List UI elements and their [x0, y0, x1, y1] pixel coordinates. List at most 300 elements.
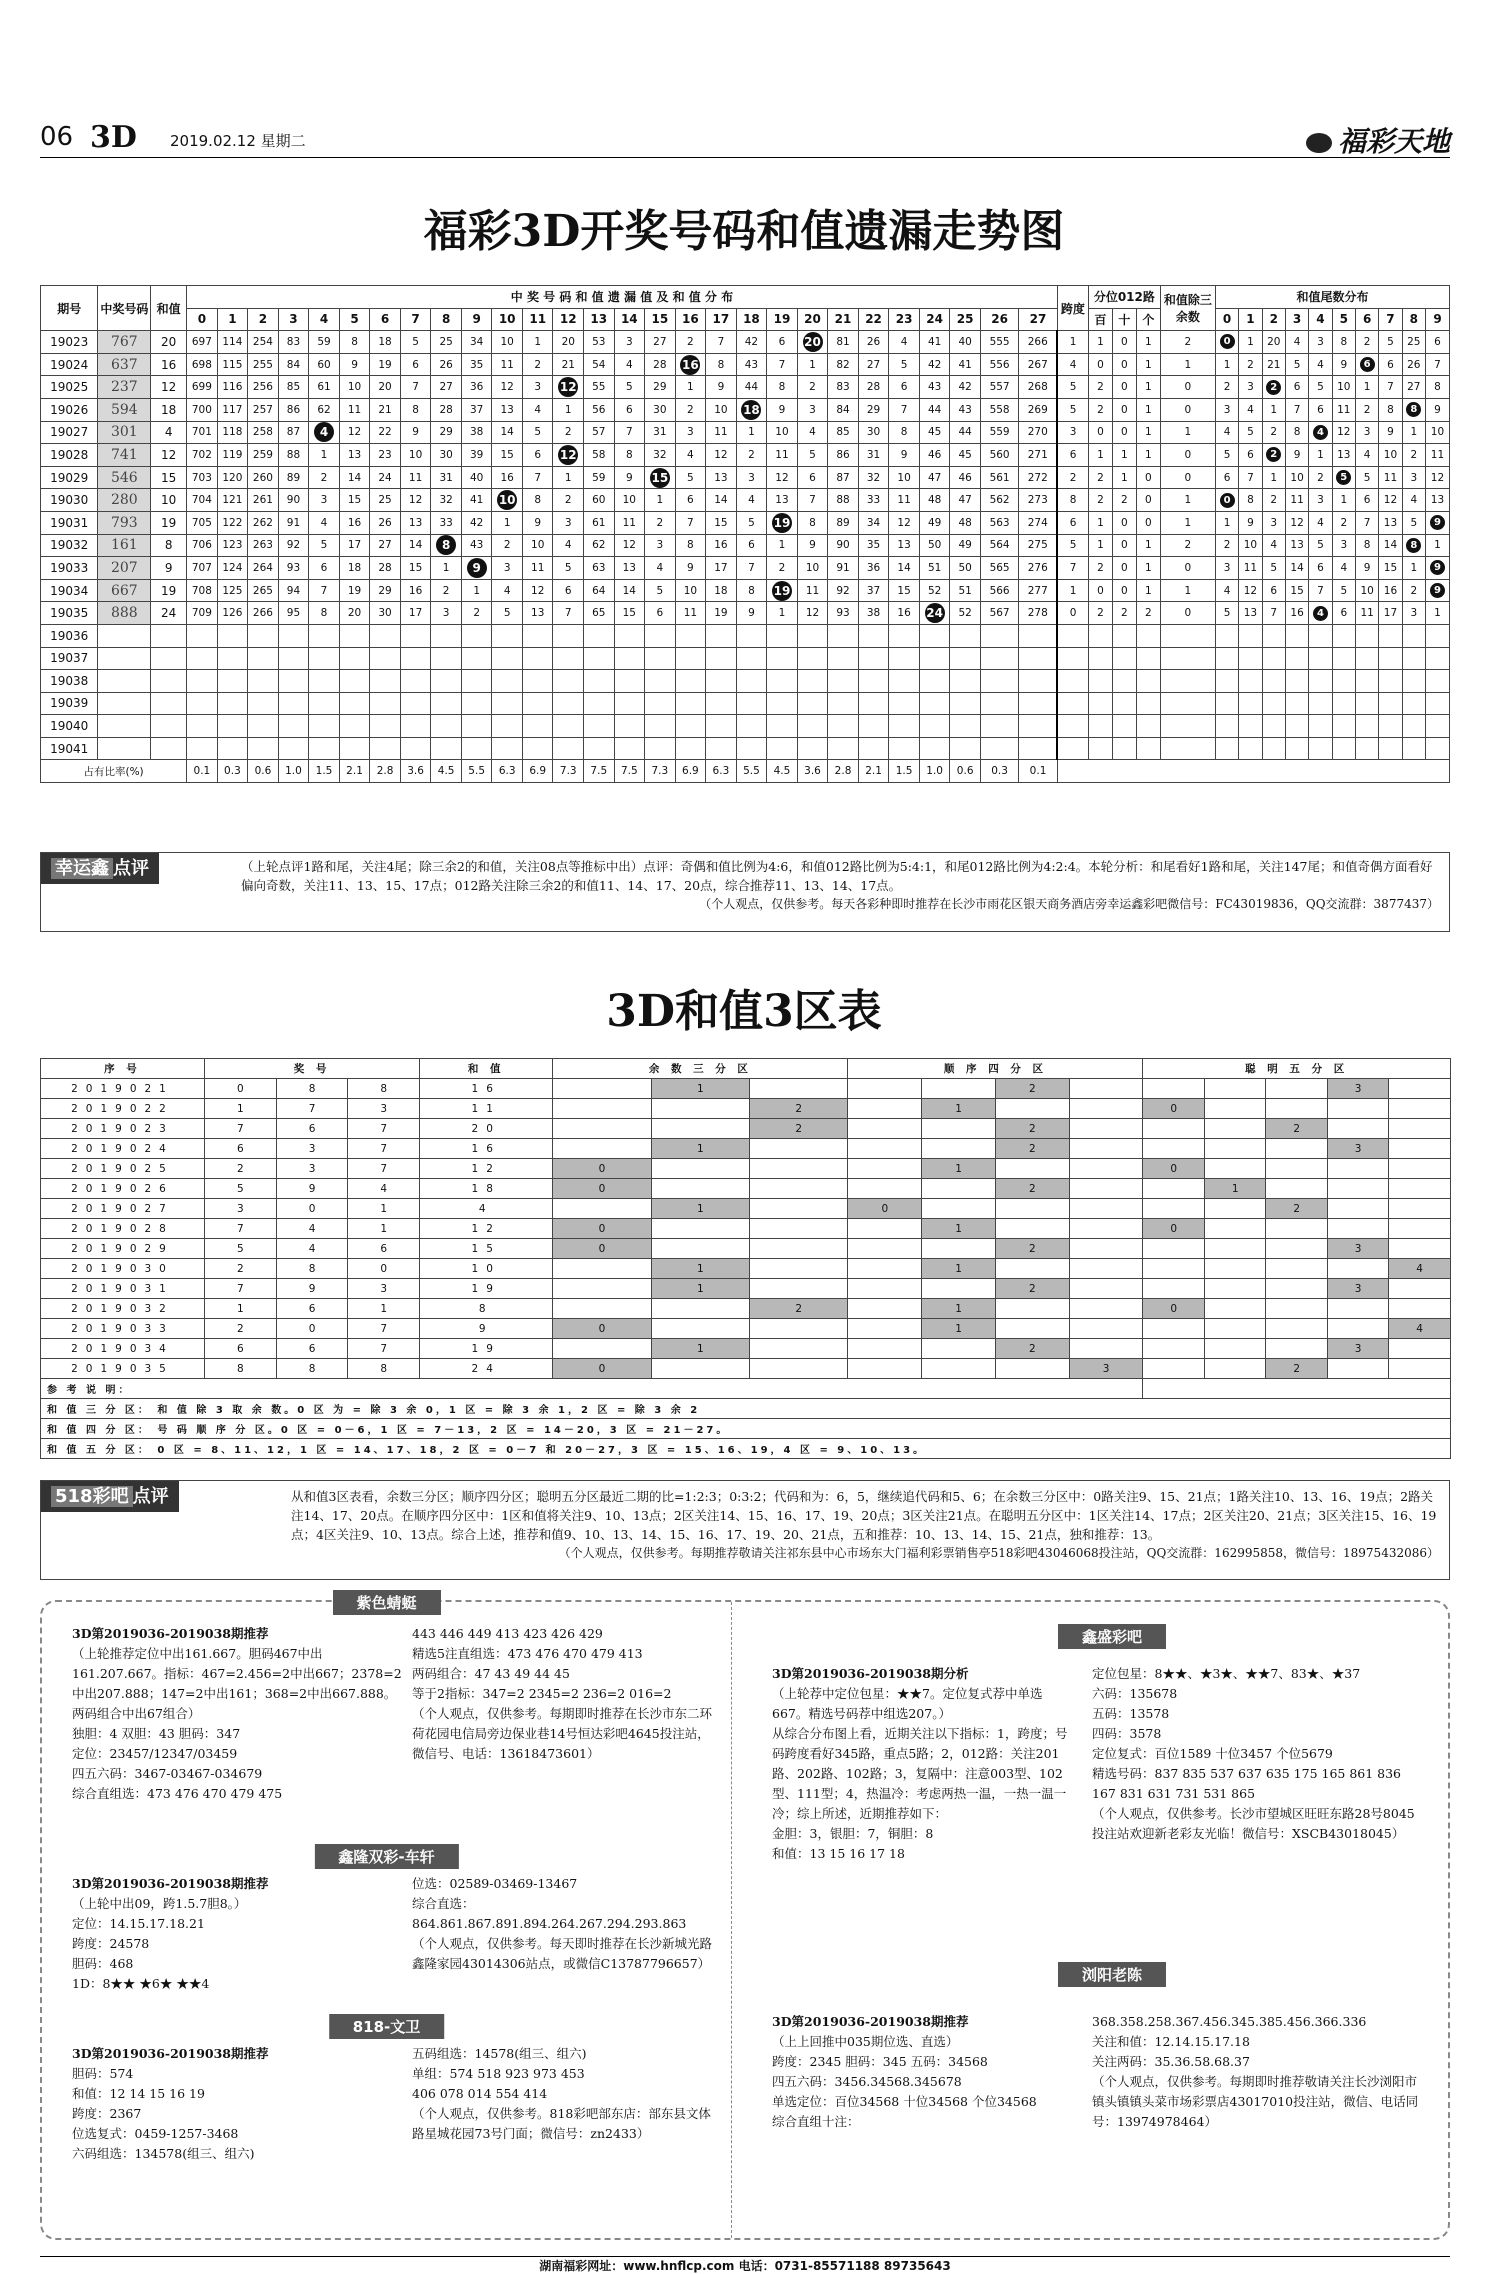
omission-cell: 8 [706, 353, 737, 376]
omission-cell: 84 [828, 398, 859, 421]
col-issue-header: 期号 [41, 286, 98, 331]
tail-cell: 1 [1402, 557, 1425, 580]
sum-cell: 4 [420, 1199, 553, 1219]
zone-cell [1143, 1139, 1204, 1159]
table-row [41, 579, 1450, 602]
hit-ball: 12 [558, 377, 578, 397]
omission-cell [309, 692, 340, 715]
omission-cell [767, 692, 798, 715]
tail-cell [1215, 624, 1238, 647]
zone-cell: 1 [651, 1139, 749, 1159]
omission-cell: 34 [858, 511, 889, 534]
table-row [41, 444, 1450, 467]
route-cell: 0 [1112, 398, 1136, 421]
prize-cell: 741 [98, 444, 151, 467]
omission-cell [522, 737, 553, 760]
omission-cell: 11 [797, 579, 828, 602]
zone-cell: 1 [1204, 1179, 1265, 1199]
omission-cell: 276 [1019, 557, 1058, 580]
omission-cell: 11 [339, 398, 370, 421]
span-cell: 0 [1057, 602, 1088, 625]
route-cell: 1 [1112, 444, 1136, 467]
omission-cell [1019, 647, 1058, 670]
zone-cell [1143, 1119, 1204, 1139]
omission-cell [767, 511, 798, 534]
sum-cell: 19 [151, 511, 187, 534]
omission-cell: 15 [614, 602, 645, 625]
omission-cell: 9 [339, 353, 370, 376]
tail-cell: 8 [1239, 489, 1262, 512]
hit-ball: 19 [772, 581, 792, 601]
tail-cell: 5 [1309, 534, 1332, 557]
tail-cell [1262, 647, 1285, 670]
omission-cell [553, 670, 584, 693]
table-row [41, 1079, 1451, 1099]
zone-cell [1204, 1099, 1265, 1119]
omission-cell [461, 692, 492, 715]
omission-cell [553, 737, 584, 760]
table-row [41, 353, 1450, 376]
seq-cell: 2019026 [41, 1179, 205, 1199]
tail-cell: 6 [1285, 376, 1308, 399]
number-cell: 8 [276, 1259, 348, 1279]
omission-cell: 13 [400, 511, 431, 534]
seq-cell: 2019033 [41, 1319, 205, 1339]
zone-cell [553, 1199, 651, 1219]
omission-cell [522, 624, 553, 647]
tail-hit-ball: 8 [1406, 538, 1421, 553]
omission-cell: 2 [736, 444, 767, 467]
omission-cell [187, 670, 218, 693]
rec-line: 独胆：4 双胆：43 胆码：347 [72, 1726, 241, 1741]
omission-cell [675, 692, 706, 715]
tail-hit-ball: 4 [1313, 425, 1328, 440]
rec-line: 胆码：468 [72, 1956, 134, 1971]
rec-line: 从综合分布图上看，近期关注以下指标：1，跨度；号码跨度看好345路，重点5路；2，012路：关注201路、202路、102路；3，复隔中：注意003型、102型、111型；4，热温冷：考虑两热一温，一热一温一冷；综上所述，近期推荐如下： [772, 1726, 1068, 1821]
omission-cell: 120 [217, 466, 248, 489]
zone-cell [750, 1259, 848, 1279]
number-cell: 6 [276, 1339, 348, 1359]
number-cell: 7 [348, 1119, 420, 1139]
tail-cell: 15 [1379, 557, 1402, 580]
omission-cell [828, 692, 859, 715]
sum-cell [151, 647, 187, 670]
tail-cell [1355, 647, 1378, 670]
omission-cell: 87 [278, 421, 309, 444]
sum-cell: 19 [420, 1339, 553, 1359]
zone-cell: 1 [922, 1319, 996, 1339]
tail-cell: 25 [1402, 331, 1425, 354]
route-cell: 0 [1112, 376, 1136, 399]
omission-cell [797, 624, 828, 647]
omission-cell: 11 [492, 353, 523, 376]
sum-cell [151, 715, 187, 738]
col-mod-header: 和值除三余数 [1160, 286, 1215, 331]
omission-cell: 51 [919, 557, 950, 580]
tail-cell: 6 [1332, 602, 1355, 625]
zone-cell [1069, 1179, 1143, 1199]
omission-cell [278, 737, 309, 760]
omission-cell [858, 647, 889, 670]
omission-cell: 2 [553, 421, 584, 444]
omission-cell [278, 647, 309, 670]
seq-cell: 2019027 [41, 1199, 205, 1219]
omission-cell: 28 [858, 376, 889, 399]
zone-cell [1069, 1219, 1143, 1239]
tail-cell: 4 [1402, 489, 1425, 512]
omission-cell [706, 647, 737, 670]
omission-cell: 14 [492, 421, 523, 444]
omission-cell: 5 [400, 331, 431, 354]
omission-cell: 55 [584, 376, 615, 399]
route-cell [1112, 647, 1136, 670]
prize-cell: 161 [98, 534, 151, 557]
tail-cell: 3 [1402, 466, 1425, 489]
omission-cell [400, 670, 431, 693]
span-cell: 1 [1057, 579, 1088, 602]
omission-cell: 1 [461, 579, 492, 602]
omission-cell: 121 [217, 489, 248, 512]
omission-cell: 42 [919, 353, 950, 376]
route-cell [1160, 624, 1215, 647]
tail-cell [1285, 715, 1308, 738]
table-row [41, 466, 1450, 489]
tail-cell [1215, 692, 1238, 715]
omission-cell [492, 692, 523, 715]
omission-cell [919, 737, 950, 760]
omission-cell [370, 715, 401, 738]
zone-cell [1069, 1259, 1143, 1279]
zone-cell [848, 1319, 922, 1339]
omission-cell: 269 [1019, 398, 1058, 421]
zone-cell [1204, 1199, 1265, 1219]
zone-cell: 1 [651, 1199, 749, 1219]
tail-cell: 1 [1262, 398, 1285, 421]
omission-cell: 45 [919, 421, 950, 444]
omission-cell [797, 715, 828, 738]
table-row [41, 398, 1450, 421]
omission-cell: 4 [797, 421, 828, 444]
tail-cell [1402, 670, 1425, 693]
route-cell: 1 [1088, 331, 1112, 354]
zone-cell [848, 1279, 922, 1299]
table-row [41, 1139, 1451, 1159]
omission-cell: 3 [492, 557, 523, 580]
omission-cell: 59 [309, 331, 340, 354]
route-cell [1088, 715, 1112, 738]
omission-cell [614, 692, 645, 715]
omission-cell: 15 [400, 557, 431, 580]
omission-cell: 11 [400, 466, 431, 489]
issue-cell: 19037 [41, 647, 98, 670]
ratio-cell: 6.3 [492, 760, 523, 783]
omission-cell [492, 624, 523, 647]
omission-cell [248, 647, 279, 670]
omission-cell [553, 647, 584, 670]
omission-cell [614, 715, 645, 738]
tail-cell [1262, 670, 1285, 693]
omission-cell: 5 [889, 353, 920, 376]
zone-cell [848, 1119, 922, 1139]
route-cell: 0 [1112, 353, 1136, 376]
table-row [41, 489, 1450, 512]
omission-cell: 52 [950, 602, 981, 625]
zone-cell: 2 [995, 1119, 1069, 1139]
tail-cell [1425, 715, 1449, 738]
ratio-cell: 3.6 [797, 760, 828, 783]
omission-cell: 12 [492, 376, 523, 399]
table-row [41, 1279, 1451, 1299]
tail-cell: 7 [1262, 602, 1285, 625]
rec-block [412, 1624, 712, 1764]
prize-cell: 793 [98, 511, 151, 534]
omission-cell [584, 737, 615, 760]
tail-cell: 6 [1309, 398, 1332, 421]
tail-cell [1285, 692, 1308, 715]
omission-cell: 83 [278, 331, 309, 354]
omission-cell [736, 670, 767, 693]
number-cell: 6 [276, 1119, 348, 1139]
omission-cell: 27 [858, 353, 889, 376]
tail-cell: 3 [1332, 534, 1355, 557]
omission-cell [614, 624, 645, 647]
zone-cell [848, 1219, 922, 1239]
omission-cell: 3 [614, 331, 645, 354]
sum-cell: 16 [420, 1139, 553, 1159]
omission-cell [919, 624, 950, 647]
omission-cell: 6 [309, 557, 340, 580]
tail-cell: 13 [1285, 534, 1308, 557]
omission-cell: 21 [370, 398, 401, 421]
omission-cell: 60 [584, 489, 615, 512]
ratio-cell: 0.6 [248, 760, 279, 783]
zone-cell [1069, 1079, 1143, 1099]
tail-cell: 5 [1262, 557, 1285, 580]
route-sub-header: 百 [1088, 308, 1112, 331]
tail-cell: 4 [1239, 398, 1262, 421]
omission-cell [767, 737, 798, 760]
omission-cell: 12 [767, 466, 798, 489]
omission-cell: 266 [1019, 331, 1058, 354]
omission-cell: 14 [614, 579, 645, 602]
omission-cell: 41 [919, 331, 950, 354]
rec-line: （上上回推中035期位选、直选） [772, 2034, 959, 2049]
mod-cell: 1 [1160, 353, 1215, 376]
omission-cell: 9 [706, 376, 737, 399]
review-author: （个人观点，仅供参考。每天各彩种即时推荐在长沙市雨花区银天商务酒店旁幸运鑫彩吧微信号：FC43019836，QQ交流群：3877437） [699, 897, 1439, 911]
omission-cell: 47 [919, 466, 950, 489]
rec-lines [72, 1894, 402, 1994]
tail-cell [1332, 692, 1355, 715]
omission-cell: 7 [553, 602, 584, 625]
rec-lines [1092, 1664, 1422, 1844]
omission-cell: 29 [431, 421, 462, 444]
zone-cell [1204, 1139, 1265, 1159]
omission-cell: 35 [461, 353, 492, 376]
rec-line: 两码组合：47 43 49 44 45 [412, 1666, 570, 1681]
omission-cell: 11 [522, 557, 553, 580]
tail-cell [1332, 647, 1355, 670]
zone-cell [1389, 1239, 1451, 1259]
zone-cell: 4 [1389, 1319, 1451, 1339]
zone-cell [848, 1259, 922, 1279]
omission-cell: 124 [217, 557, 248, 580]
omission-cell: 43 [461, 534, 492, 557]
omission-cell: 13 [706, 466, 737, 489]
sum-cell: 15 [151, 466, 187, 489]
rec-line: 关注和值：12.14.15.17.18 [1092, 2034, 1250, 2049]
tail-cell [1402, 624, 1425, 647]
tail-cell: 6 [1309, 557, 1332, 580]
route-cell: 0 [1088, 421, 1112, 444]
tail-cell [1332, 715, 1355, 738]
tail-cell [1262, 692, 1285, 715]
omission-cell: 13 [339, 444, 370, 467]
omission-cell: 115 [217, 353, 248, 376]
review-author: （个人观点，仅供参考。每期推荐敬请关注祁东县中心市场东大门福利彩票销售亭518彩吧43046068投注站，QQ交流群：162995858，微信号：18975432086） [558, 1546, 1439, 1560]
zone-cell [1143, 1359, 1204, 1379]
rec-lines [412, 1874, 712, 1974]
omission-cell: 123 [217, 534, 248, 557]
omission-cell: 11 [675, 602, 706, 625]
hit-ball: 20 [803, 332, 823, 352]
tail-cell: 2 [1309, 466, 1332, 489]
zone-cell [1327, 1219, 1388, 1239]
omission-cell [950, 715, 981, 738]
span-cell: 5 [1057, 376, 1088, 399]
omission-cell: 567 [980, 602, 1018, 625]
omission-cell: 20 [370, 376, 401, 399]
tail-cell: 4 [1262, 534, 1285, 557]
omission-cell: 40 [950, 331, 981, 354]
omission-cell: 278 [1019, 602, 1058, 625]
tail-cell: 27 [1402, 376, 1425, 399]
rec-line: 定位包星：8★★、★3★、★★7、83★、★37 [1092, 1666, 1361, 1681]
omission-cell [217, 692, 248, 715]
mod-cell: 1 [1160, 579, 1215, 602]
zone-cell [750, 1079, 848, 1099]
omission-cell [339, 647, 370, 670]
zone-cell [1266, 1219, 1327, 1239]
ratio-cell: 0.1 [1019, 760, 1058, 783]
tail-cell: 1 [1215, 353, 1238, 376]
omission-cell [950, 647, 981, 670]
sum-cell: 8 [151, 534, 187, 557]
route-sub-header: 个 [1136, 308, 1160, 331]
tail-cell [1402, 647, 1425, 670]
omission-cell: 6 [797, 466, 828, 489]
zone-cell [1266, 1099, 1327, 1119]
rec-line: 单组：574 518 923 973 453 [412, 2066, 585, 2081]
rec-line: 五码：13578 [1092, 1706, 1170, 1721]
tail-cell: 9 [1425, 398, 1449, 421]
sum-col-header: 3 [278, 308, 309, 331]
rec-line: 1D：8★★ ★6★ ★★4 [72, 1976, 210, 1991]
omission-cell [584, 715, 615, 738]
omission-cell: 3 [522, 376, 553, 399]
sum-col-header: 12 [553, 308, 584, 331]
omission-cell: 4 [553, 534, 584, 557]
zone-cell [848, 1239, 922, 1259]
omission-cell: 4 [309, 511, 340, 534]
sum-cell [151, 624, 187, 647]
prize-cell [98, 715, 151, 738]
omission-cell: 16 [889, 602, 920, 625]
number-cell: 7 [348, 1159, 420, 1179]
omission-cell: 701 [187, 421, 218, 444]
seq-cell: 2019025 [41, 1159, 205, 1179]
zone-cell [553, 1099, 651, 1119]
prize-cell: 888 [98, 602, 151, 625]
omission-cell: 9 [522, 511, 553, 534]
omission-cell: 13 [889, 534, 920, 557]
rec-line: 跨度：2345 胆码：345 五码：34568 [772, 2054, 988, 2069]
route-cell: 1 [1136, 353, 1160, 376]
tail-cell [1425, 511, 1449, 534]
tail-cell [1425, 670, 1449, 693]
tail-cell [1262, 444, 1285, 467]
omission-cell [675, 715, 706, 738]
omission-cell [339, 737, 370, 760]
page-number: 06 [40, 122, 74, 152]
omission-cell [980, 624, 1018, 647]
prize-cell: 767 [98, 331, 151, 354]
omission-cell: 708 [187, 579, 218, 602]
tail-cell: 12 [1425, 466, 1449, 489]
route-cell [1088, 737, 1112, 760]
zone-cell [1204, 1279, 1265, 1299]
sum-col-header: 27 [1019, 308, 1058, 331]
omission-cell: 8 [309, 602, 340, 625]
omission-cell [614, 647, 645, 670]
page-footer: 湖南福彩网址：www.hnflcp.com 电话：0731-85571188 89735643 [40, 2256, 1450, 2274]
omission-cell: 7 [675, 511, 706, 534]
zone-cell: 0 [553, 1319, 651, 1339]
rec-block [1092, 2012, 1422, 2132]
number-cell: 7 [204, 1119, 276, 1139]
zone-cell: 2 [995, 1279, 1069, 1299]
sum-col-header: 20 [797, 308, 828, 331]
sum-col-header: 5 [339, 308, 370, 331]
number-cell: 8 [276, 1359, 348, 1379]
zone-cell [1389, 1339, 1451, 1359]
omission-cell: 13 [492, 398, 523, 421]
omission-cell [553, 444, 584, 467]
sum-cell: 18 [151, 398, 187, 421]
omission-cell: 54 [584, 353, 615, 376]
zone-cell [1389, 1359, 1451, 1379]
issue-cell: 19038 [41, 670, 98, 693]
sum-cell: 12 [420, 1219, 553, 1239]
prize-cell [98, 737, 151, 760]
ratio-cell: 1.5 [309, 760, 340, 783]
tail-hit-ball: 0 [1220, 493, 1235, 508]
omission-cell: 12 [889, 511, 920, 534]
omission-cell [980, 715, 1018, 738]
omission-cell: 35 [858, 534, 889, 557]
omission-cell: 3 [431, 602, 462, 625]
omission-cell [370, 737, 401, 760]
zone-cell [750, 1339, 848, 1359]
tail-cell [1355, 624, 1378, 647]
omission-cell: 565 [980, 557, 1018, 580]
omission-cell: 41 [950, 353, 981, 376]
tail-cell: 14 [1379, 534, 1402, 557]
number-cell: 1 [204, 1099, 276, 1119]
omission-cell: 19 [370, 353, 401, 376]
hit-ball: 24 [925, 603, 945, 623]
route-cell: 0 [1112, 331, 1136, 354]
